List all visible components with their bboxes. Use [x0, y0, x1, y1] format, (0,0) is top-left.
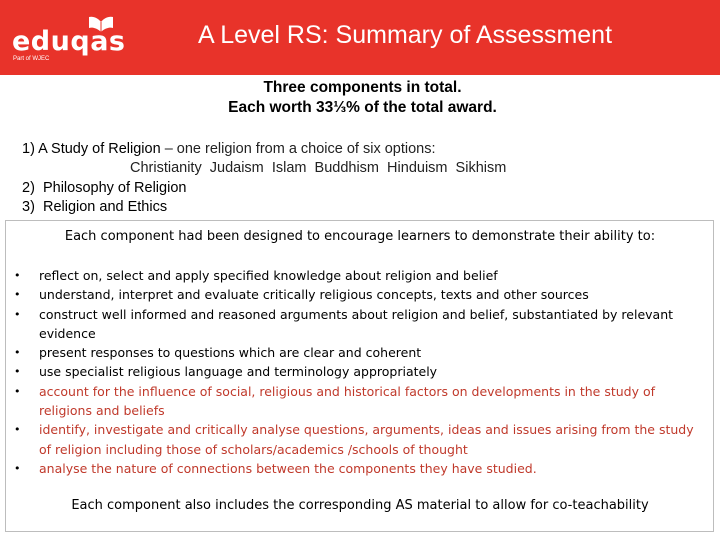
component-name: Religion and Ethics — [42, 199, 168, 215]
component-name: A Study of Religion — [38, 141, 161, 157]
list-item — [14, 266, 708, 285]
footer-note: Each component also includes the corresponding AS material to allow for co-teachability — [71, 498, 649, 513]
objective-text: understand, interpret and evaluate critically religious concepts, texts and other sources — [39, 287, 589, 303]
objectives-list — [14, 266, 708, 478]
component-number: 1) — [22, 141, 35, 157]
list-item — [14, 285, 708, 304]
bullet-icon: • — [14, 346, 21, 360]
component-2 — [22, 180, 186, 196]
bullet-icon: • — [14, 288, 21, 302]
bullet-icon: • — [14, 384, 21, 398]
eduqas-logo — [12, 14, 126, 66]
intro-text — [0, 78, 720, 118]
header-bar — [0, 0, 720, 75]
objective-text: analyse the nature of connections between the components they have studied. — [39, 460, 537, 476]
bullet-icon: • — [14, 423, 21, 437]
objectives-heading: Each component had been designed to encourage learners to demonstrate their ability to: — [64, 229, 656, 244]
component-detail: – one religion from a choice of six options: — [160, 141, 436, 157]
component-name: Philosophy of Religion — [42, 180, 187, 196]
bullet-icon: • — [14, 269, 21, 282]
intro-line-1: Three components in total. — [263, 79, 462, 96]
objective-text: account for the influence of social, religious and historical factors on developments in the study of religions and beliefs — [39, 383, 656, 419]
list-item-highlighted — [14, 459, 708, 478]
bullet-icon: • — [14, 307, 21, 321]
list-item-highlighted — [14, 420, 708, 459]
page-title: A Level RS: Summary of Assessment — [197, 21, 613, 49]
objective-text: identify, investigate and critically analyse questions, arguments, ideas and issues arising from the study of religion including those of scholars/academics /schools of thought — [39, 422, 694, 457]
component-1 — [22, 141, 436, 157]
intro-line-2: Each worth 33⅓% of the total award. — [228, 99, 497, 116]
logo-wordmark: eduqas — [12, 26, 126, 57]
component-number: 3) — [22, 199, 35, 215]
list-item — [14, 305, 708, 344]
component-number: 2) — [22, 180, 35, 196]
logo-subtext: Part of WJEC — [13, 56, 50, 62]
list-item — [14, 343, 708, 362]
objective-text: construct well informed and reasoned arguments about religion and belief, substantiated by relevant evidence — [39, 306, 674, 341]
bullet-icon: • — [14, 461, 21, 475]
component-3 — [22, 199, 167, 215]
list-item-highlighted — [14, 382, 708, 421]
bullet-icon: • — [14, 365, 21, 379]
objective-text: use specialist religious language and terminology appropriately — [39, 364, 438, 380]
objective-text: reflect on, select and apply specified knowledge about religion and belief — [39, 268, 498, 283]
religion-options: Christianity Judaism Islam Buddhism Hinduism Sikhism — [130, 160, 507, 176]
objective-text: present responses to questions which are clear and coherent — [39, 345, 422, 361]
list-item — [14, 362, 708, 381]
